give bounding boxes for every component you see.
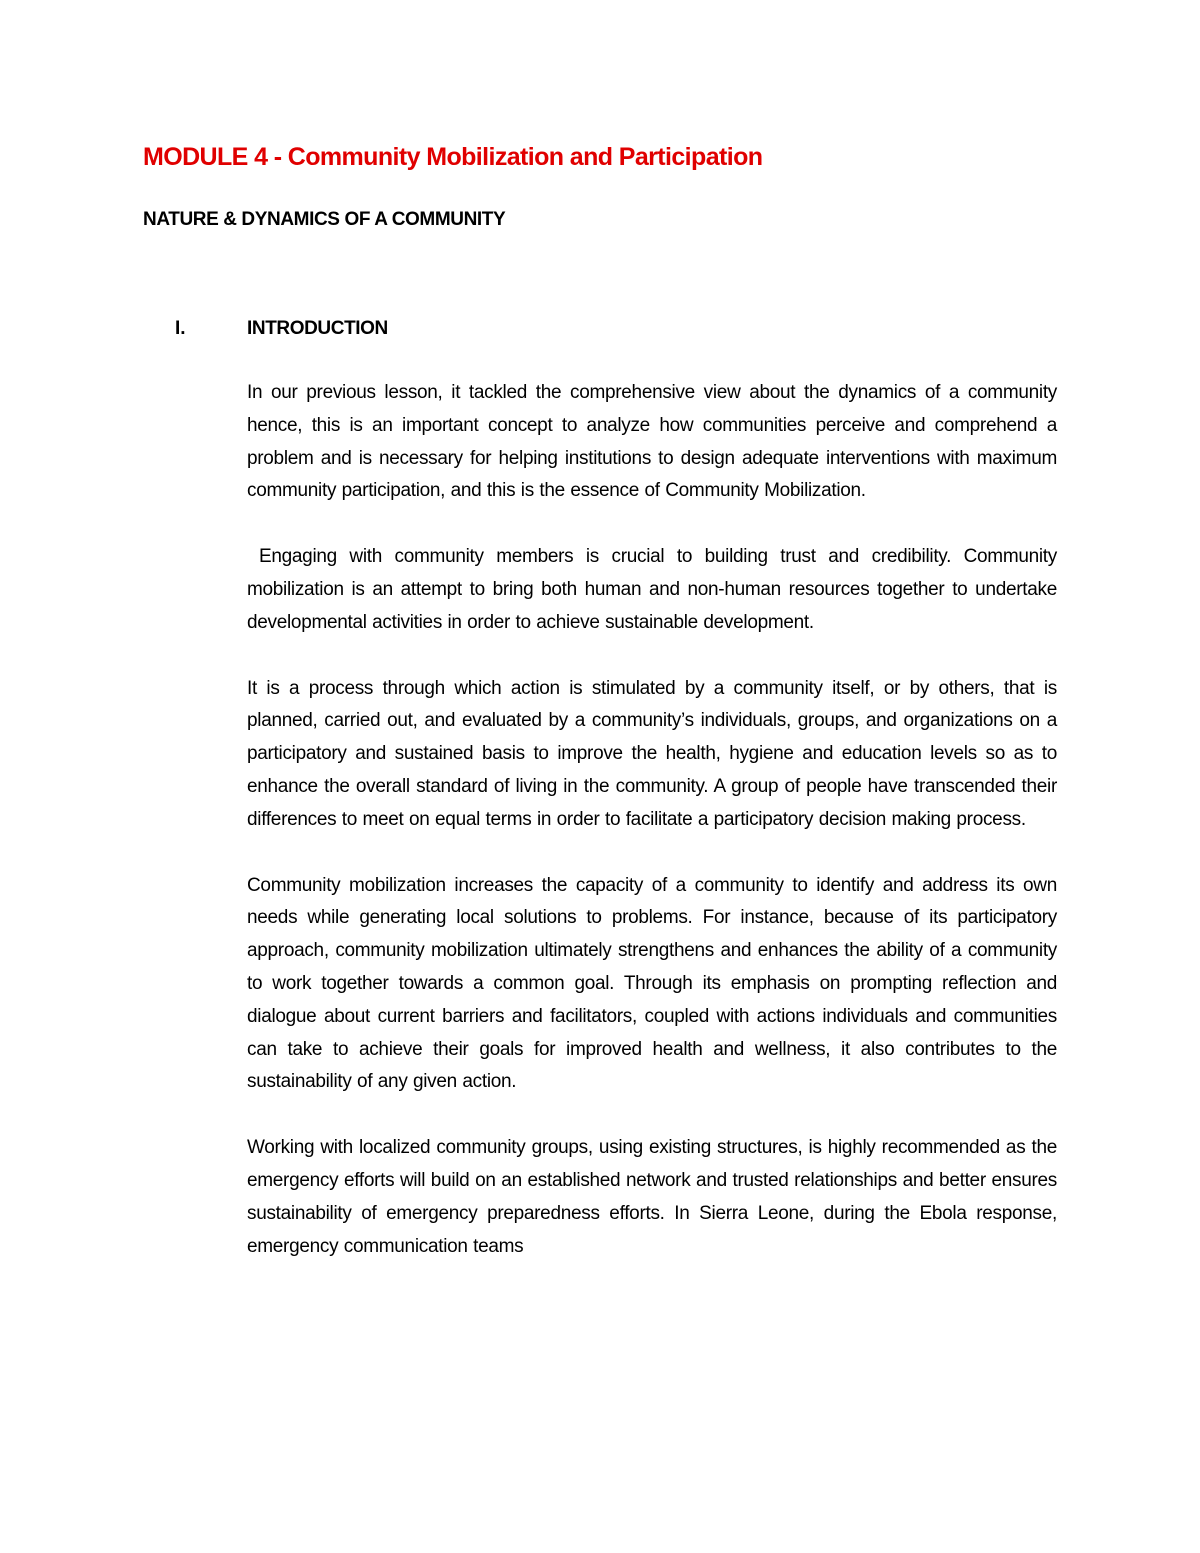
paragraph-intro: In our previous lesson, it tackled the comprehensive view about the dynamics of a community hence, this is an important concept to analyze how communities perceive and comprehend a problem and is necessary for helping institutions to design adequate interventions with maximum community participation, and this is the essence of Community Mobilization. (247, 382, 1057, 502)
section-number: I. (175, 318, 186, 339)
module-title: MODULE 4 - Community Mobilization and Participation (143, 143, 763, 171)
paragraph-process: It is a process through which action is stimulated by a community itself, or by others, that is planned, carried out, and evaluated by a community’s individuals, groups, and organizations on a participatory and sustained basis to improve the health, hygiene and education levels so as to enhance the overall standard of living in the community. A group of people have transcended their differences to meet on equal terms in order to facilitate a participatory decision making process. (247, 677, 1057, 830)
paragraph-localized-groups: Working with localized community groups, using existing structures, is highly recommended as the emergency efforts will build on an established network and trusted relationships and better ensures sustainability of emergency preparedness efforts. In Sierra Leone, during the Ebola response, emergency communication teams (247, 1137, 1057, 1257)
paragraph-engaging: Engaging with community members is crucial to building trust and credibility. Community mobilization is an attempt to bring both human and non-human resources together to undertake developmental activities in order to achieve sustainable development. (247, 546, 1057, 633)
section-subtitle: NATURE & DYNAMICS OF A COMMUNITY (143, 209, 506, 230)
paragraph-capacity: Community mobilization increases the capacity of a community to identify and address its own needs while generating local solutions to problems. For instance, because of its participatory approach, community mobilization ultimately strengthens and enhances the ability of a community to work together towards a common goal. Through its emphasis on prompting reflection and dialogue about current barriers and facilitators, coupled with actions individuals and communities can take to achieve their goals for improved health and wellness, it also contributes to the sustainability of any given action. (247, 874, 1057, 1093)
section-heading: INTRODUCTION (247, 318, 388, 339)
document-body (247, 377, 1057, 1263)
